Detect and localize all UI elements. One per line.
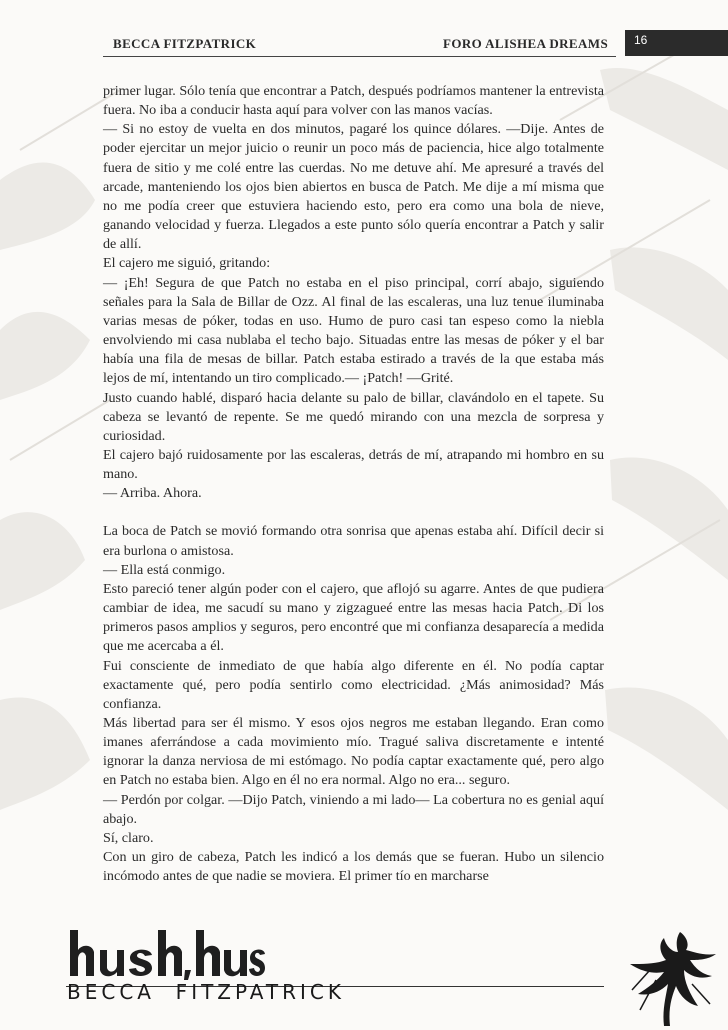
paragraph: Más libertad para ser él mismo. Y esos ojos negros me estaban llegando. Eran como imanes aferrándose a cada movimiento mío. Tragué saliva discretamente e intenté ignorar la danza nerviosa de mi estómago. No podía captar exactamente qué, pero algo en Patch no estaba bien. Algo en él no era normal. Algo no era... seguro. [103,715,604,789]
paragraph: — Si no estoy de vuelta en dos minutos, pagaré los quince dólares. —Dije. Antes de poder ejercitar un mejor juicio o reunir un poco más de paciencia, hice algo totalmente fuera de sitio y me colé entre las cuerdas. No me detuve ahí. Me apresuré a través del arcade, manteniendo los ojos bien abiertos en busca de Patch. Me dije a mí misma que no me podía creer que estuviera haciendo esto, pero era como una bola de nieve, ganando velocidad y fuerza. Llegados a este punto sólo quería encontrar a Patch y salir de allí. [103,121,604,253]
page-footer [0,920,728,1030]
body-text [103,82,604,886]
paragraph: Fui consciente de inmediato de que había algo diferente en él. No podía captar exactamente qué, pero podía sentirlo como electricidad. ¿Más animosidad? Más confianza. [103,657,604,712]
paragraph-gap [103,503,604,522]
paragraph: — Perdón por colgar. —Dijo Patch, viniendo a mi lado— La cobertura no es genial aquí abajo. [103,791,604,827]
page-number: 16 [634,33,648,47]
paragraph: — Arriba. Ahora. [103,485,202,502]
header-author: BECCA FITZPATRICK [113,36,257,51]
hush-hush-logo [66,928,266,980]
page-header [0,30,728,60]
paragraph: La boca de Patch se movió formando otra sonrisa que apenas estaba ahí. Difícil decir si era burlona o amistosa. [103,523,604,559]
paragraph: El cajero me siguió, gritando: [103,255,271,272]
paragraph: — ¡Eh! Segura de que Patch no estaba en el piso principal, corrí abajo, siguiendo señales para la Sala de Billar de Ozz. Al final de las escaleras, una luz tenue iluminaba varias mesas de póker, todas en uso. Humo de puro casi tan espeso como la niebla envolviendo mi casa nublaba el techo bajo. Situadas entre las mesas de póker y el bar había una fila de mesas de billar. Patch estaba estirado a través de la que estaba más lejos de mí, intentando un tiro complicado.— ¡Patch! —Grité. [103,274,604,387]
paragraph: Sí, claro. [103,829,154,846]
footer-author: BECCA FITZPATRICK [67,980,346,1004]
paragraph: Con un giro de cabeza, Patch les indicó a los demás que se fueran. Hubo un silencio incómodo antes de que nadie se moviera. El primer tío en marcharse [103,849,604,885]
header-rule [103,56,616,57]
paragraph: Esto pareció tener algún poder con el cajero, que aflojó su agarre. Antes de que pudiera cambiar de idea, me sacudí su mano y zigzagueé entre las mesas hacia Patch. Di los primeros pasos amplios y seguros, pero encontré que mi confianza desaparecía a medida que me acercaba a él. [103,580,604,655]
paragraph: primer lugar. Sólo tenía que encontrar a Patch, después podríamos mantener la entrevista fuera. No iba a conducir hasta aquí para volver con las manos vacías. [103,83,604,119]
header-forum: FORO ALISHEA DREAMS [443,36,609,51]
paragraph: Justo cuando hablé, disparó hacia delante su palo de billar, clavándolo en el tapete. Su cabeza se levantó de repente. Se me quedó mirando con una mezcla de sorpresa y curiosidad. [103,389,604,444]
winged-figure-illustration [620,930,720,1030]
paragraph: El cajero bajó ruidosamente por las escaleras, detrás de mí, atrapando mi hombro en su mano. [103,446,604,483]
paragraph: — Ella está conmigo. [103,561,226,578]
